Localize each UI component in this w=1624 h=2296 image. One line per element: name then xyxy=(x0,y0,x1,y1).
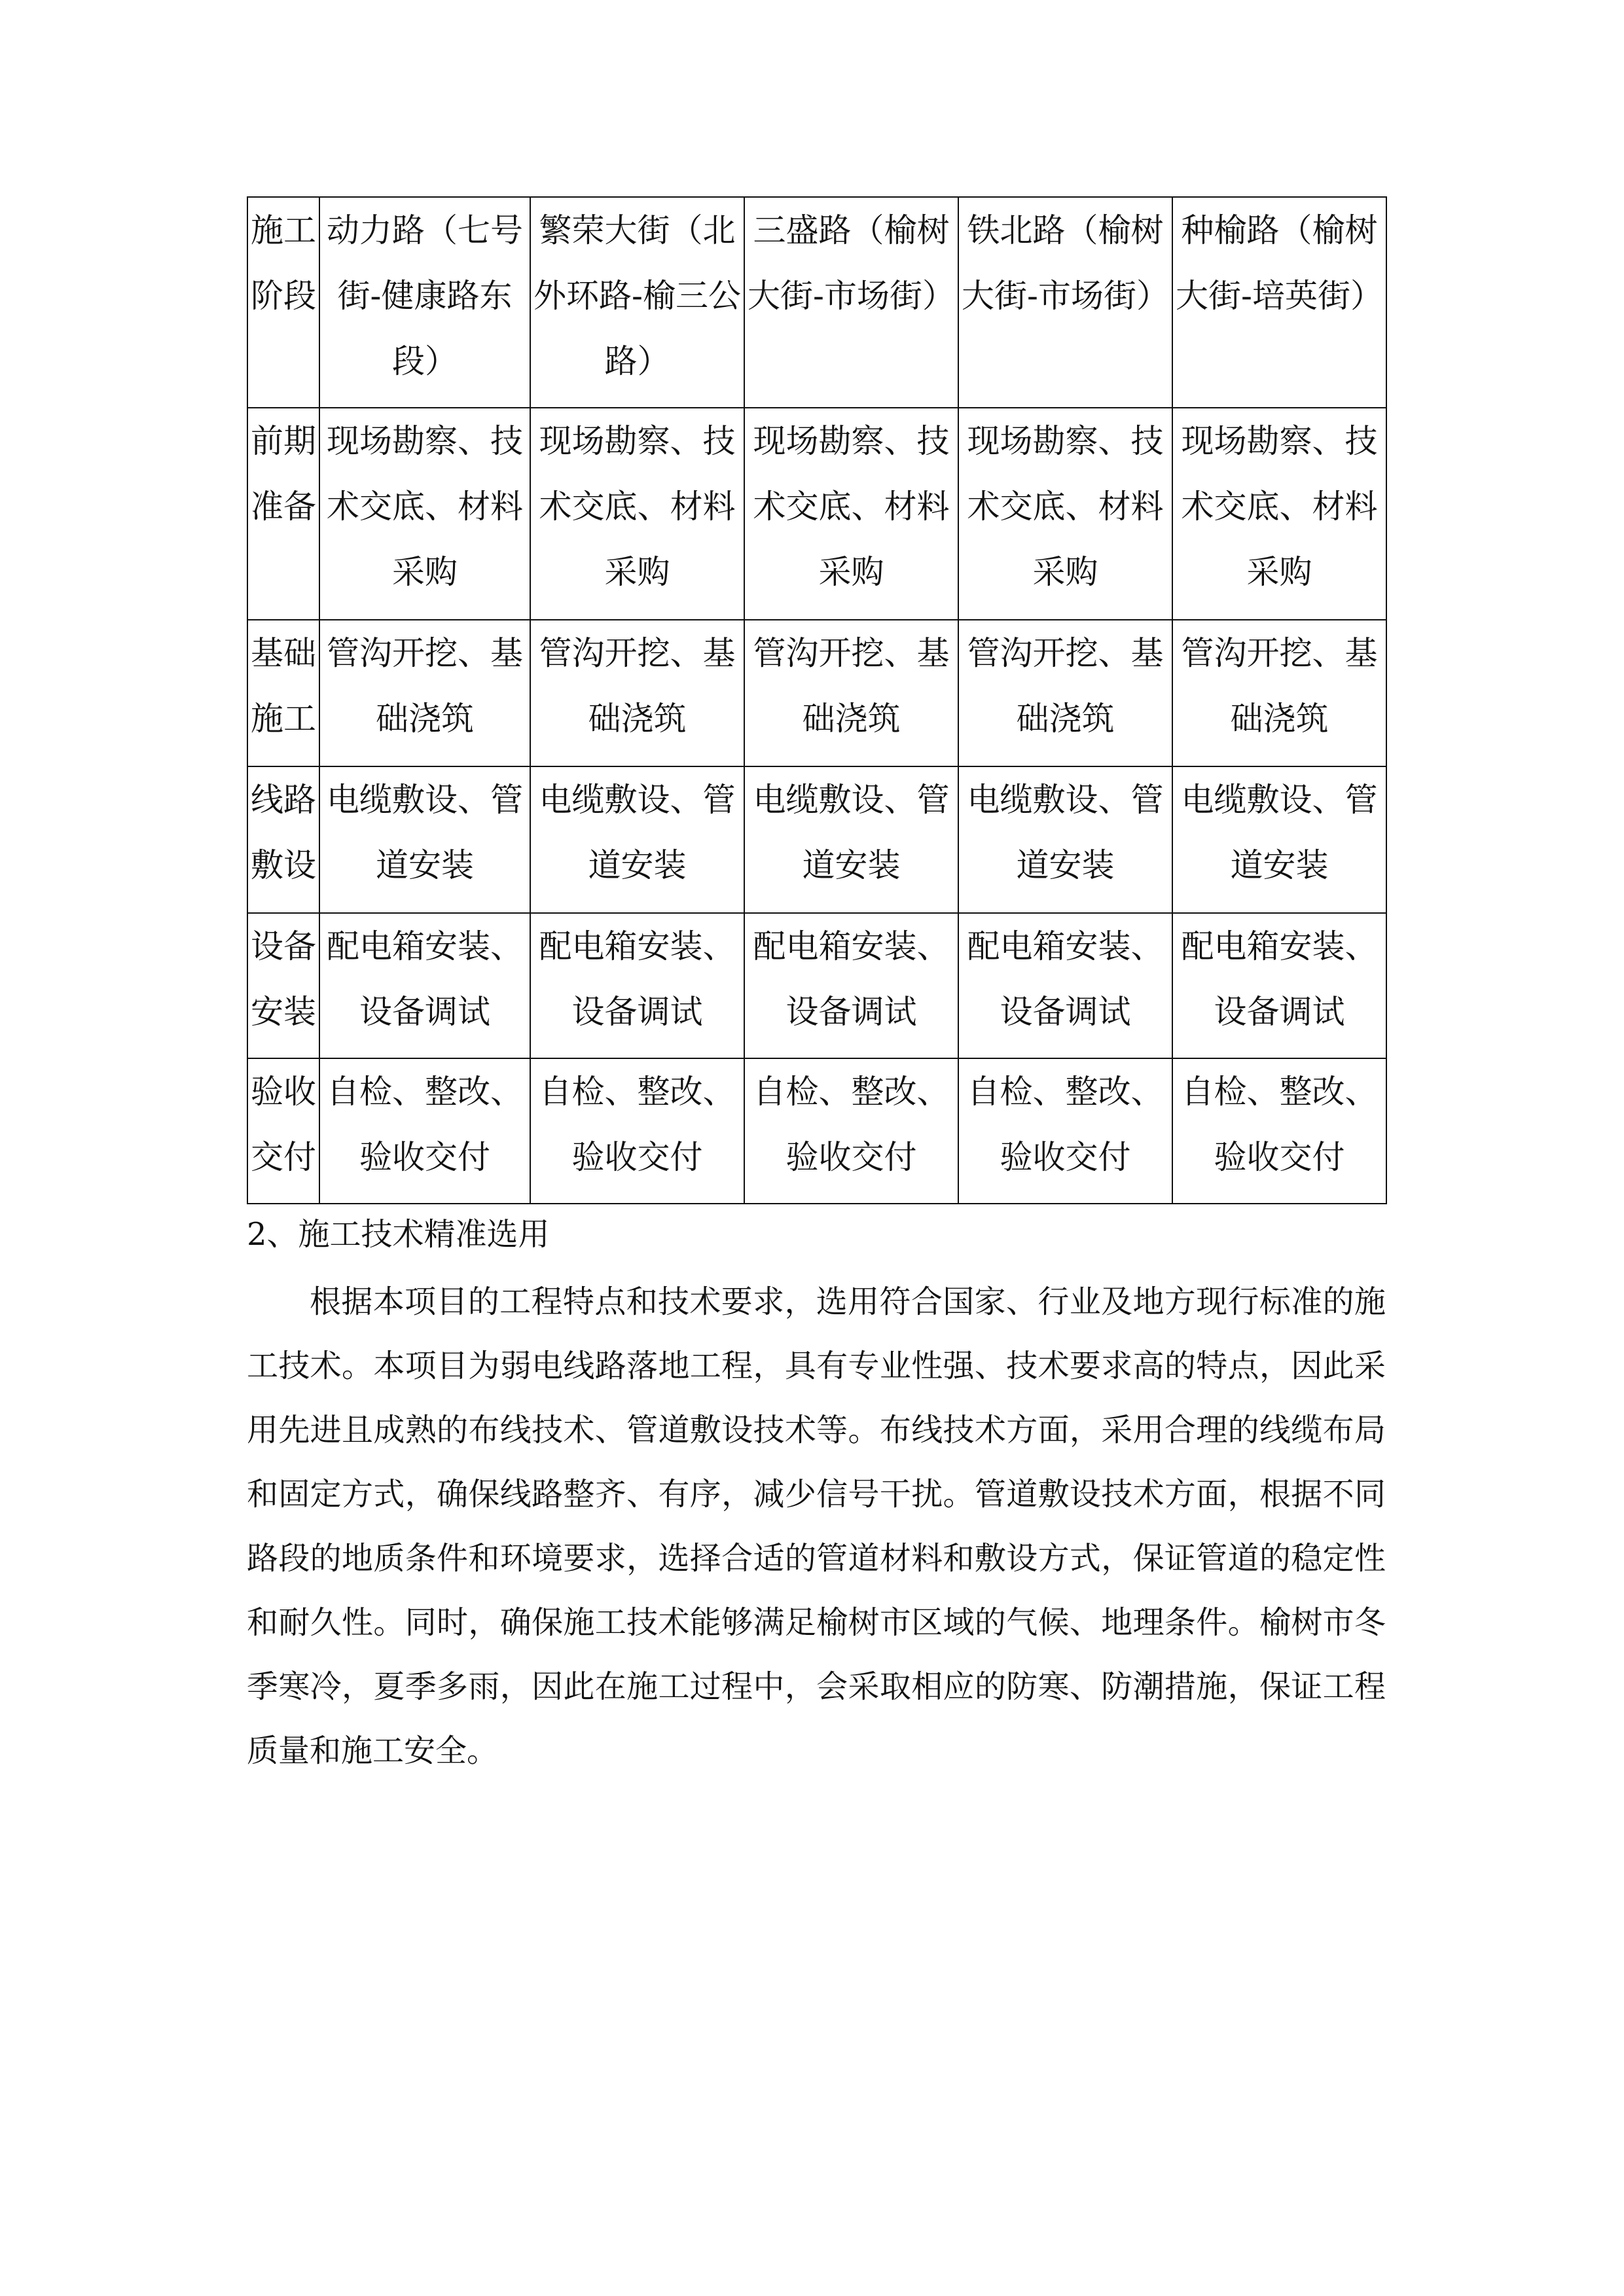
table-cell: 电缆敷设、管道安装 xyxy=(1172,766,1386,913)
table-cell: 自检、整改、验收交付 xyxy=(744,1058,958,1204)
table-cell: 配电箱安装、设备调试 xyxy=(744,913,958,1058)
table-cell: 管沟开挖、基础浇筑 xyxy=(1172,620,1386,766)
header-stage-label: 施工阶段 xyxy=(247,197,319,408)
table-cell: 管沟开挖、基础浇筑 xyxy=(958,620,1172,766)
table-cell: 自检、整改、验收交付 xyxy=(1172,1058,1386,1204)
table-cell: 电缆敷设、管道安装 xyxy=(319,766,530,913)
header-road-sansheng: 三盛路（榆树大街-市场街） xyxy=(744,197,958,408)
stage-cell: 前期准备 xyxy=(247,408,319,620)
table-row xyxy=(247,913,1386,1058)
body-paragraph: 根据本项目的工程特点和技术要求，选用符合国家、行业及地方现行标准的施工技术。本项目为弱电线路落地工程，具有专业性强、技术要求高的特点，因此采用先进且成熟的布线技术、管道敷设技术等。布线技术方面，采用合理的线缆布局和固定方式，确保线路整齐、有序，减少信号干扰。管道敷设技术方面，根据不同路段的地质条件和环境要求，选择合适的管道材料和敷设方式，保证管道的稳定性和耐久性。同时，确保施工技术能够满足榆树市区域的气候、地理条件。榆树市冬季寒冷，夏季多雨，因此在施工过程中，会采取相应的防寒、防潮措施，保证工程质量和施工安全。 xyxy=(247,1283,1386,1769)
table-cell: 配电箱安装、设备调试 xyxy=(530,913,744,1058)
stage-cell: 基础施工 xyxy=(247,620,319,766)
table-cell: 电缆敷设、管道安装 xyxy=(744,766,958,913)
header-road-dongli: 动力路（七号街-健康路东段） xyxy=(319,197,530,408)
table-cell: 配电箱安装、设备调试 xyxy=(319,913,530,1058)
table-cell: 管沟开挖、基础浇筑 xyxy=(744,620,958,766)
table-cell: 管沟开挖、基础浇筑 xyxy=(319,620,530,766)
table-cell: 自检、整改、验收交付 xyxy=(530,1058,744,1204)
table-cell: 电缆敷设、管道安装 xyxy=(958,766,1172,913)
table-row xyxy=(247,408,1386,620)
table-cell: 现场勘察、技术交底、材料采购 xyxy=(530,408,744,620)
section-heading: 2、施工技术精准选用 xyxy=(247,1216,550,1253)
table-cell: 管沟开挖、基础浇筑 xyxy=(530,620,744,766)
construction-schedule-table xyxy=(247,196,1387,1204)
table-cell: 现场勘察、技术交底、材料采购 xyxy=(744,408,958,620)
table-row xyxy=(247,1058,1386,1204)
header-road-fanrong: 繁荣大街（北外环路-榆三公路） xyxy=(530,197,744,408)
table-cell: 自检、整改、验收交付 xyxy=(958,1058,1172,1204)
table-cell: 现场勘察、技术交底、材料采购 xyxy=(1172,408,1386,620)
table-cell: 配电箱安装、设备调试 xyxy=(958,913,1172,1058)
stage-cell: 设备安装 xyxy=(247,913,319,1058)
table-header-row xyxy=(247,197,1386,408)
table-row xyxy=(247,620,1386,766)
table-cell: 现场勘察、技术交底、材料采购 xyxy=(319,408,530,620)
table-cell: 电缆敷设、管道安装 xyxy=(530,766,744,913)
header-road-tiebei: 铁北路（榆树大街-市场街） xyxy=(958,197,1172,408)
table-cell: 自检、整改、验收交付 xyxy=(319,1058,530,1204)
stage-cell: 线路敷设 xyxy=(247,766,319,913)
table-cell: 配电箱安装、设备调试 xyxy=(1172,913,1386,1058)
stage-cell: 验收交付 xyxy=(247,1058,319,1204)
header-road-zhongyu: 种榆路（榆树大街-培英街） xyxy=(1172,197,1386,408)
table-row xyxy=(247,766,1386,913)
table-cell: 现场勘察、技术交底、材料采购 xyxy=(958,408,1172,620)
